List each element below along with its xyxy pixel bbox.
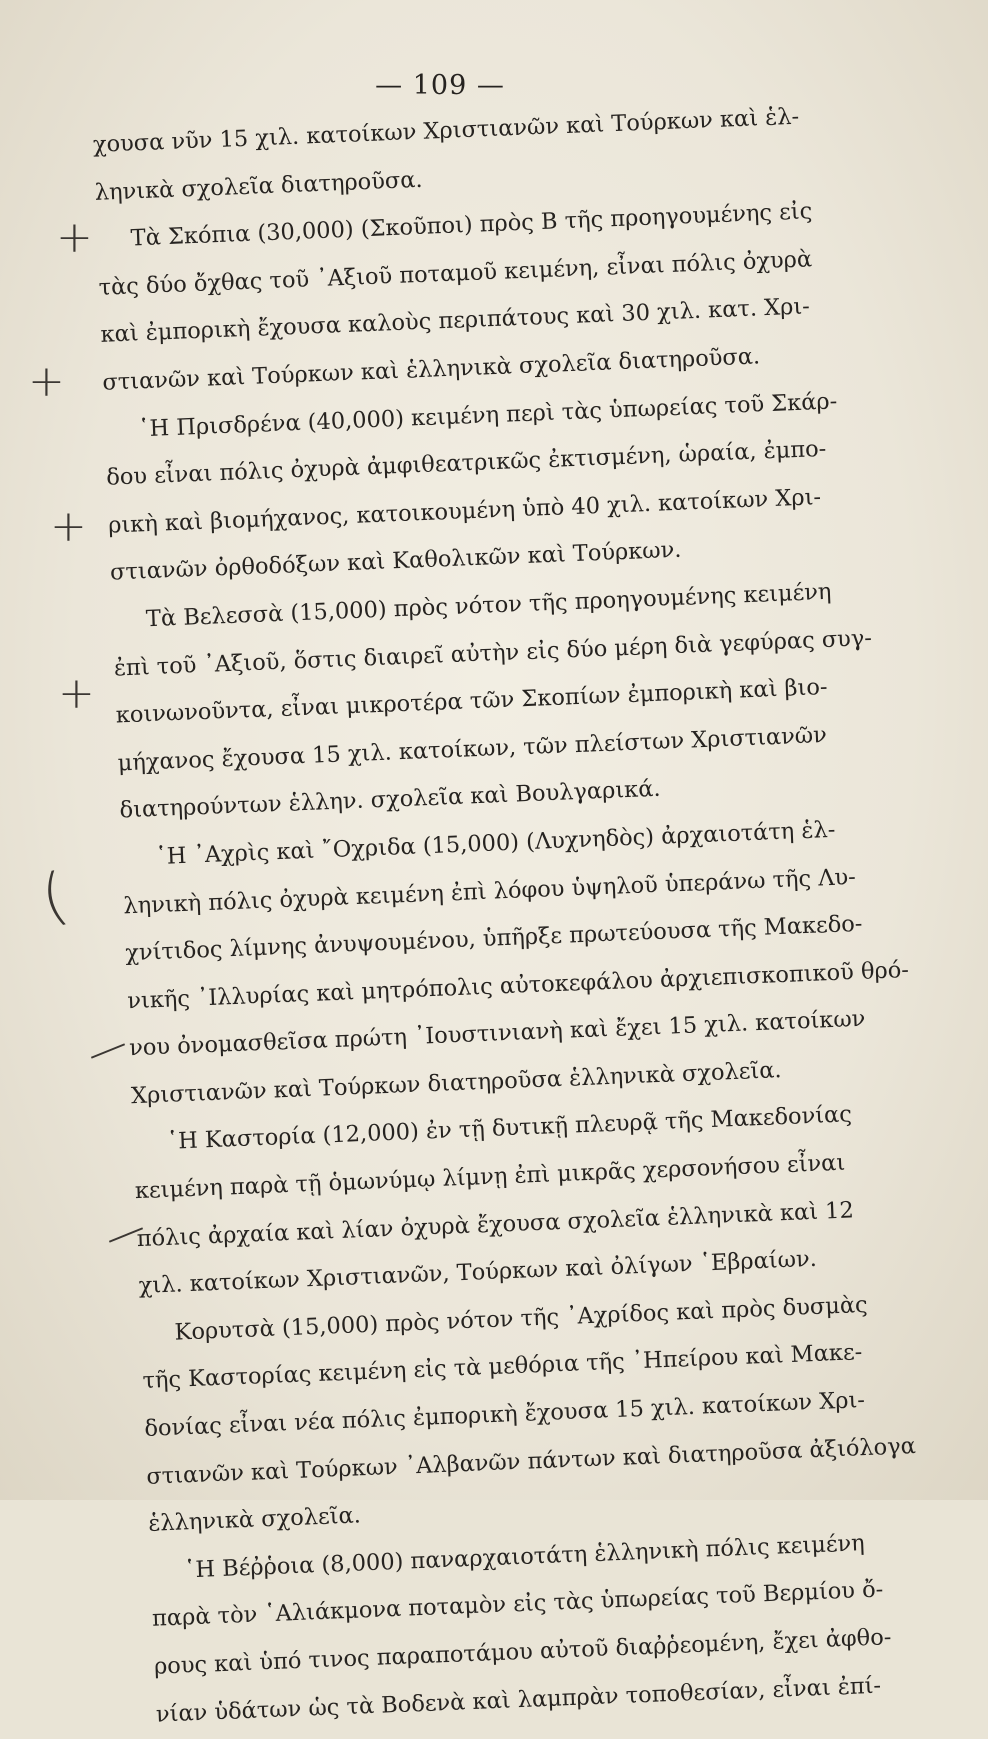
text-line: Τὰ Βελεσσὰ (15,000) πρὸς νότον τῆς προηγουμένης κειμένη [145, 578, 832, 633]
text-line: δου εἶναι πόλις ὀχυρὰ ἀμφιθεατρικῶς ἐκτισμένη, ὡραία, ἐμπο- [105, 435, 827, 491]
margin-paren-mark: ( [34, 858, 74, 935]
text-line: ἑλληνικὰ σχολεῖα. [147, 1502, 362, 1538]
text-line: Κορυτσὰ (15,000) πρὸς νότον τῆς ᾿Αχρίδος καὶ πρὸς δυσμὰς [174, 1291, 869, 1346]
text-line: ῾Η Βέῤῥοια (8,000) παναρχαιοτάτη ἑλληνικὴ πόλις κειμένη [183, 1529, 866, 1584]
text-line: ρους καὶ ὑπό τινος παραποτάμου αὐτοῦ διαῤῥεομένη, ἔχει ἀφθο- [153, 1624, 892, 1680]
text-line: ληνικὰ σχολεῖα διατηροῦσα. [94, 166, 424, 206]
text-line: νίαν ὑδάτων ὡς τὰ Βοδενὰ καὶ λαμπρὰν τοποθεσίαν, εἶναι ἐπί- [155, 1672, 882, 1728]
text-line: διατηρούντων ἑλλην. σχολεῖα καὶ Βουλγαρικά. [119, 776, 662, 824]
margin-plus-mark: + [56, 212, 93, 263]
text-line: Χριστιανῶν καὶ Τούρκων διατηροῦσα ἑλληνικὰ σχολεῖα. [130, 1056, 783, 1110]
text-line: ῾Η ᾿Αχρὶς καὶ ῎Οχριδα (15,000) (Λυχνηδὸς) ἀρχαιοτάτη ἑλ- [155, 816, 836, 870]
text-line: ρικὴ καὶ βιομήχανος, κατοικουμένη ὑπὸ 40 χιλ. κατοίκων Χρι- [107, 483, 822, 539]
text-line: ῾Η Καστορία (12,000) ἐν τῇ δυτικῇ πλευρᾷ τῆς Μακεδονίας [166, 1101, 853, 1156]
margin-dash-mark [91, 1043, 125, 1058]
text-line: ἐπὶ τοῦ ᾿Αξιοῦ, ὅστις διαιρεῖ αὐτὴν εἰς δύο μέρη διὰ γεφύρας συγ- [113, 624, 873, 682]
text-line: κειμένη παρὰ τῇ ὁμωνύμῳ λίμνῃ ἐπὶ μικρᾶς χερσονήσου εἶναι [134, 1149, 846, 1205]
text-line: δονίας εἶναι νέα πόλις ἐμπορικὴ ἔχουσα 15 χιλ. κατοίκων Χρι- [143, 1387, 866, 1442]
text-line: παρὰ τὸν ῾Αλιάκμονα ποταμὸν εἰς τὰς ὑπωρείας τοῦ Βερμίου ὄ- [151, 1576, 884, 1633]
text-line: κοινωνοῦντα, εἶναι μικροτέρα τῶν Σκοπίων ἐμπορικὴ καὶ βιο- [115, 674, 828, 729]
text-line: νικῆς ᾿Ιλλυρίας καὶ μητρόπολις αὐτοκεφάλου ἀρχιεπισκοπικοῦ θρό- [126, 956, 910, 1014]
text-line: τῆς Καστορίας κειμένη εἰς τὰ μεθόρια τῆς ᾿Ηπείρου καὶ Μακε- [142, 1339, 863, 1395]
margin-plus-mark: + [28, 356, 65, 407]
text-line: πόλις ἀρχαία καὶ λίαν ὀχυρὰ ἔχουσα σχολεῖα ἑλληνικὰ καὶ 12 [136, 1196, 855, 1252]
text-line: στιανῶν καὶ Τούρκων καὶ ἑλληνικὰ σχολεῖα διατηροῦσα. [101, 343, 761, 396]
text-line: χνίτιδος λίμνης ἀνυψουμένου, ὑπῆρξε πρωτεύουσα τῆς Μακεδο- [124, 910, 863, 967]
margin-plus-mark: + [50, 501, 87, 552]
text-line: Τὰ Σκόπια (30,000) (Σκοῦποι) πρὸς Β τῆς προηγουμένης εἰς [130, 198, 813, 252]
page-number: — 109 — [375, 70, 505, 101]
body-text [92, 91, 926, 1739]
text-line: στιανῶν ὀρθοδόξων καὶ Καθολικῶν καὶ Τούρκων. [109, 537, 682, 586]
text-line: καὶ ἐμπορικὴ ἔχουσα καλοὺς περιπάτους καὶ 30 χιλ. κατ. Χρι- [100, 293, 811, 349]
text-line: στιανῶν καὶ Τούρκων ᾿Αλβανῶν πάντων καὶ διατηροῦσα ἀξιόλογα [145, 1432, 917, 1490]
text-line: μήχανος ἔχουσα 15 χιλ. κατοίκων, τῶν πλείστων Χριστιανῶν [117, 721, 828, 777]
text-line: ῾Η Πρισδρένα (40,000) κειμένη περὶ τὰς ὑπωρείας τοῦ Σκάρ- [137, 387, 838, 442]
text-line: χιλ. κατοίκων Χριστιανῶν, Τούρκων καὶ ὀλίγων ῾Εβραίων. [138, 1246, 818, 1300]
text-line: ληνικὴ πόλις ὀχυρὰ κειμένη ἐπὶ λόφου ὑψηλοῦ ὑπεράνω τῆς Λυ- [122, 863, 857, 919]
text-line: τὰς δύο ὄχθας τοῦ ᾿Αξιοῦ ποταμοῦ κειμένη, εἶναι πόλις ὀχυρὰ [98, 246, 813, 301]
margin-plus-mark: + [58, 668, 95, 719]
text-line: νου ὀνομασθεῖσα πρώτη ᾿Ιουστινιανὴ καὶ ἔχει 15 χιλ. κατοίκων [128, 1005, 866, 1062]
text-line: χουσα νῦν 15 χιλ. κατοίκων Χριστιανῶν καὶ Τούρκων καὶ ἑλ- [92, 103, 800, 158]
